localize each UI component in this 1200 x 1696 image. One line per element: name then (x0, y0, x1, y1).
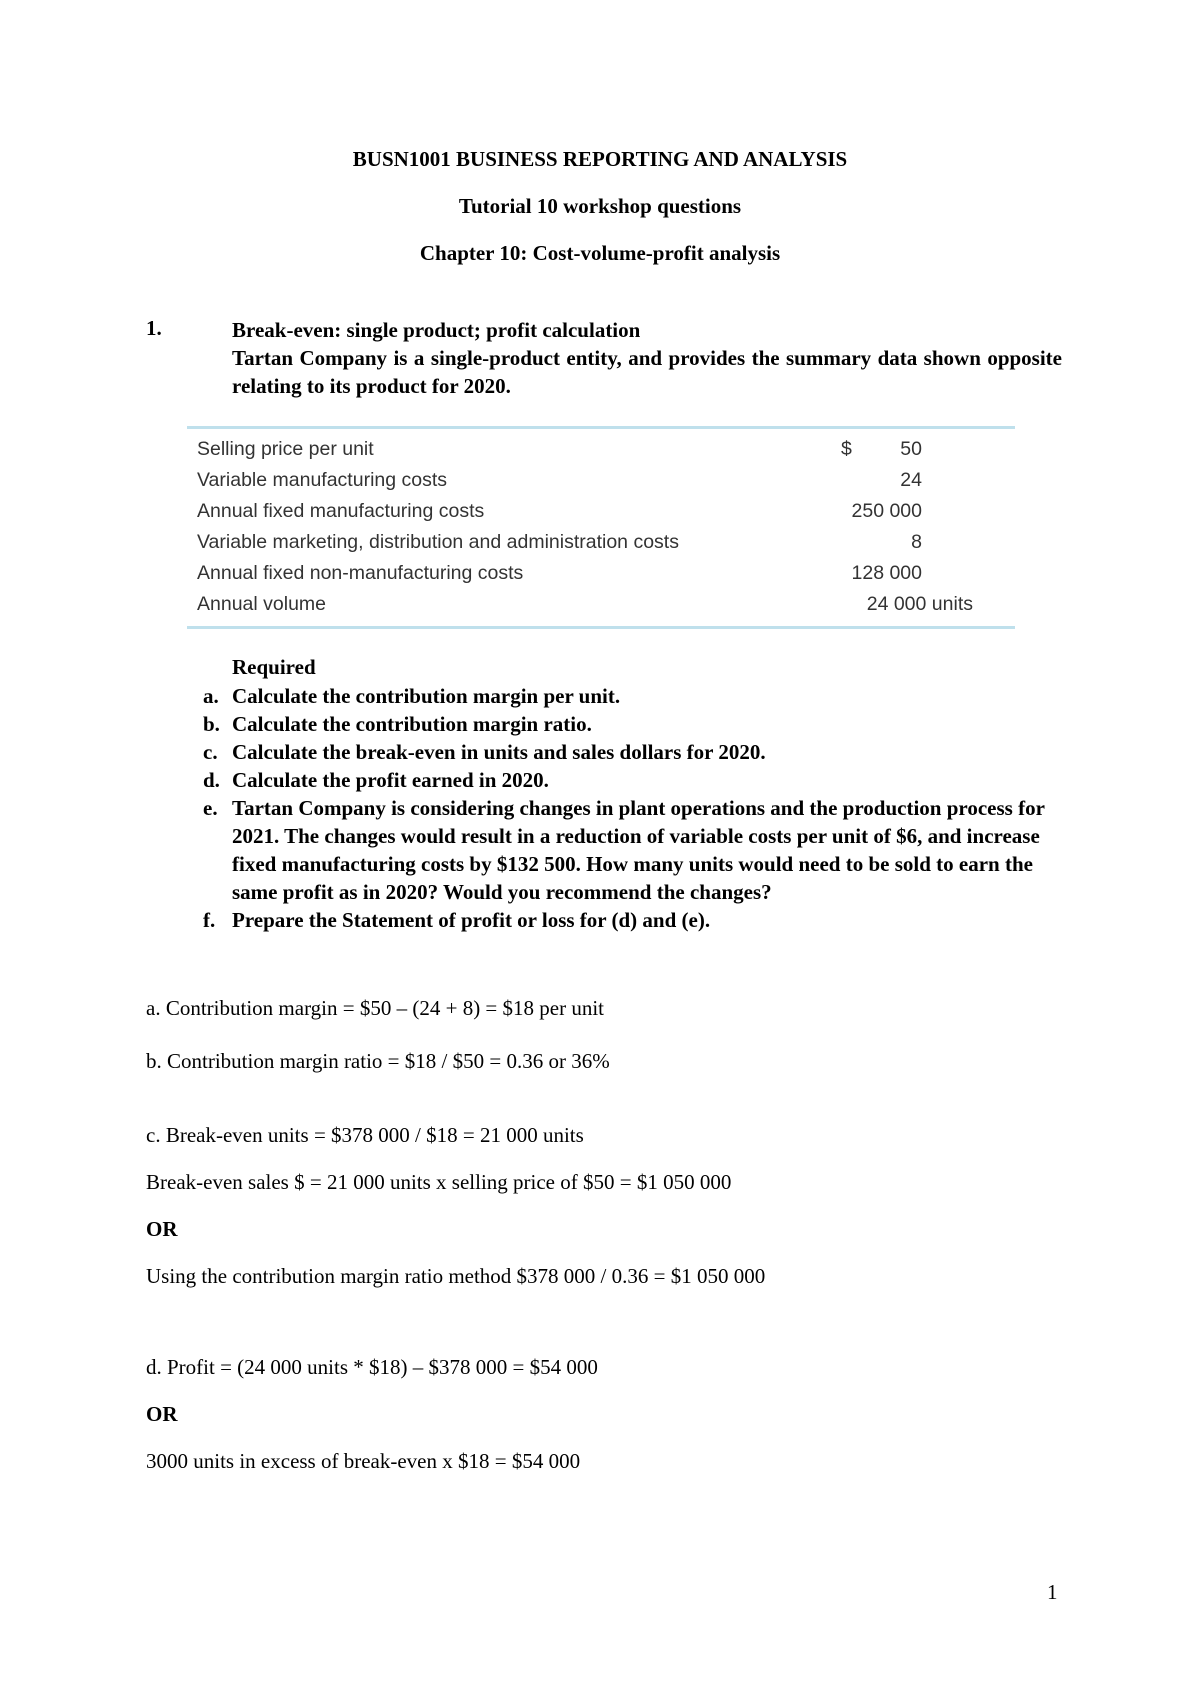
item-text: Calculate the contribution margin per unit. (232, 684, 621, 708)
required-heading: Required (232, 655, 316, 679)
table-row (187, 589, 1015, 620)
answer-c-sales: Break-even sales $ = 21 000 units x selling price of $50 = $1 050 000 (146, 1170, 732, 1194)
row-label: Variable manufacturing costs (197, 469, 448, 491)
list-item (203, 906, 1063, 934)
chapter-title: Chapter 10: Cost-volume-profit analysis (419, 241, 781, 265)
row-value: 128 000 (851, 562, 922, 584)
row-label: Selling price per unit (197, 438, 374, 460)
item-letter: e. (203, 796, 218, 820)
row-label: Annual fixed non-manufacturing costs (197, 562, 524, 584)
row-value: 24 000 units (866, 593, 973, 615)
answer-b: b. Contribution margin ratio = $18 / $50 = 0.36 or 36% (146, 1049, 610, 1073)
table-row (187, 434, 1015, 465)
item-text: Calculate the break-even in units and sales dollars for 2020. (232, 740, 766, 764)
tutorial-title: Tutorial 10 workshop questions (458, 194, 742, 218)
table-row (187, 527, 1015, 558)
row-value: 50 (900, 438, 922, 460)
currency-symbol: $ (841, 438, 852, 460)
item-letter: b. (203, 712, 220, 736)
list-item (203, 794, 1063, 906)
answer-c-units: c. Break-even units = $378 000 / $18 = 21 000 units (146, 1123, 584, 1147)
row-value: 250 000 (851, 500, 922, 522)
course-title: BUSN1001 BUSINESS REPORTING AND ANALYSIS (352, 147, 848, 171)
answer-c-ratio-method: Using the contribution margin ratio method $378 000 / 0.36 = $1 050 000 (146, 1264, 766, 1288)
or-separator: OR (146, 1217, 178, 1241)
table-row (187, 496, 1015, 527)
answer-a: a. Contribution margin = $50 – (24 + 8) = $18 per unit (146, 996, 605, 1020)
answer-d: d. Profit = (24 000 units * $18) – $378 000 = $54 000 (146, 1355, 598, 1379)
summary-data-table (187, 426, 1015, 629)
item-text: Calculate the contribution margin ratio. (232, 712, 592, 736)
item-letter: a. (203, 684, 219, 708)
question-number: 1. (146, 316, 162, 340)
list-item (203, 682, 1063, 710)
item-letter: d. (203, 768, 220, 792)
row-label: Annual volume (197, 593, 326, 615)
page-number: 1 (1047, 1580, 1058, 1604)
row-value: 8 (911, 531, 922, 553)
list-item (203, 710, 1063, 738)
item-text: Calculate the profit earned in 2020. (232, 768, 549, 792)
question-intro: Tartan Company is a single-product entity, and provides the summary data shown opposite relating to its product for 2020. (232, 346, 1062, 398)
question-title: Break-even: single product; profit calculation (232, 318, 641, 342)
question-block (232, 316, 1062, 400)
or-separator: OR (146, 1402, 178, 1426)
table-row (187, 558, 1015, 589)
row-label: Variable marketing, distribution and administration costs (197, 531, 679, 553)
row-label: Annual fixed manufacturing costs (197, 500, 485, 522)
answer-d-alternative: 3000 units in excess of break-even x $18 = $54 000 (146, 1449, 581, 1473)
item-letter: c. (203, 740, 218, 764)
list-item (203, 738, 1063, 766)
item-text: Tartan Company is considering changes in plant operations and the production process for 2021. The changes would result in a reduction of variable costs per unit of $6, and increase fixed manufacturing costs by $132 500. How many units would need to be sold to earn the same profit as in 2020? Would you recommend the changes? (232, 796, 1045, 904)
row-value: 24 (900, 469, 922, 491)
item-letter: f. (203, 908, 216, 932)
list-item (203, 766, 1063, 794)
required-list (203, 682, 1063, 934)
item-text: Prepare the Statement of profit or loss for (d) and (e). (232, 908, 711, 932)
table-row (187, 465, 1015, 496)
